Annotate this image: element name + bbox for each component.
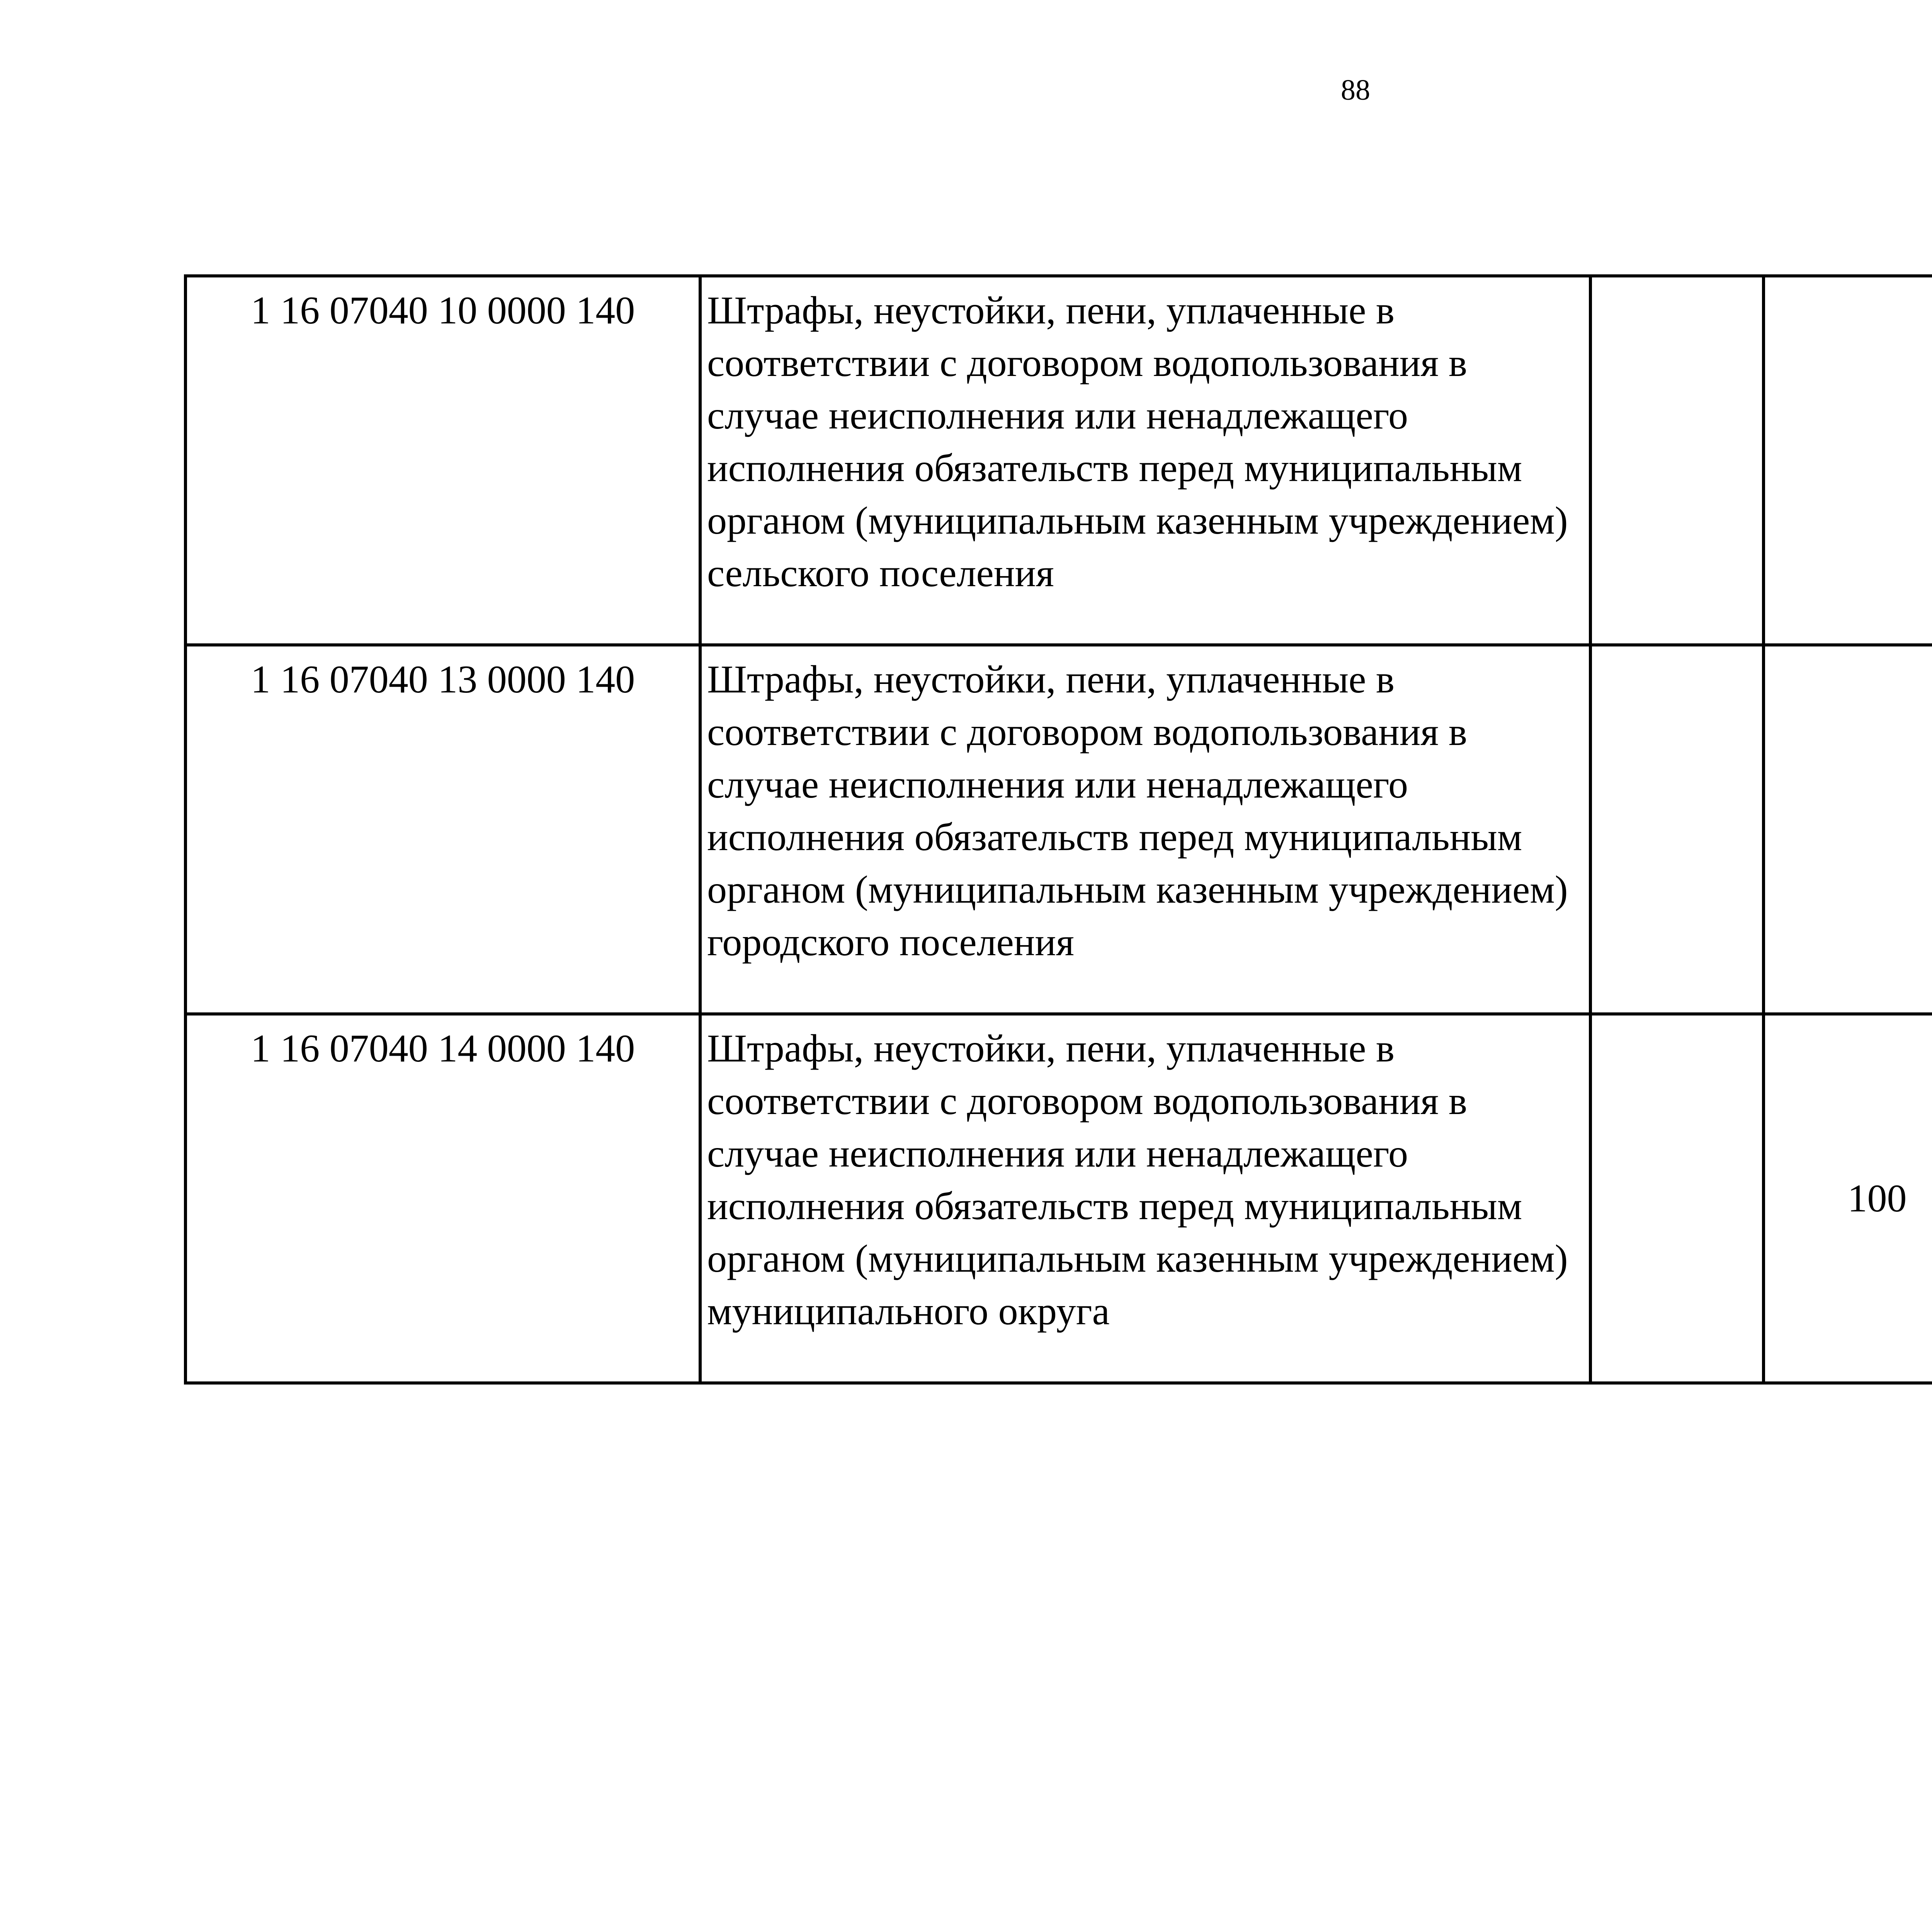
budget-code-cell: 1 16 07040 13 0000 140 <box>185 645 700 1014</box>
value-cell <box>1764 645 1932 1014</box>
budget-code-cell: 1 16 07040 14 0000 140 <box>185 1014 700 1383</box>
table-row <box>185 645 1932 1014</box>
value-cell <box>1764 276 1932 645</box>
description-cell: Штрафы, неустойки, пени, уплаченные в соответствии с договором водопользования в случае неисполнения или ненадлежащего исполнения обязательств перед муниципальным органом (муниципальным казенным учреждением) городского поселения <box>700 645 1590 1014</box>
page-number: 88 <box>1341 74 1370 106</box>
table-row <box>185 276 1932 645</box>
value-cell: 100 <box>1764 1014 1932 1383</box>
value-cell <box>1590 1014 1764 1383</box>
table-row <box>185 1014 1932 1383</box>
value-cell <box>1590 645 1764 1014</box>
description-cell: Штрафы, неустойки, пени, уплаченные в соответствии с договором водопользования в случае неисполнения или ненадлежащего исполнения обязательств перед муниципальным органом (муниципальным казенным учреждением) сельского поселения <box>700 276 1590 645</box>
description-cell: Штрафы, неустойки, пени, уплаченные в соответствии с договором водопользования в случае неисполнения или ненадлежащего исполнения обязательств перед муниципальным органом (муниципальным казенным учреждением) муниципального округа <box>700 1014 1590 1383</box>
value-cell <box>1590 276 1764 645</box>
budget-code-cell: 1 16 07040 10 0000 140 <box>185 276 700 645</box>
revenue-distribution-table <box>184 274 1932 1385</box>
